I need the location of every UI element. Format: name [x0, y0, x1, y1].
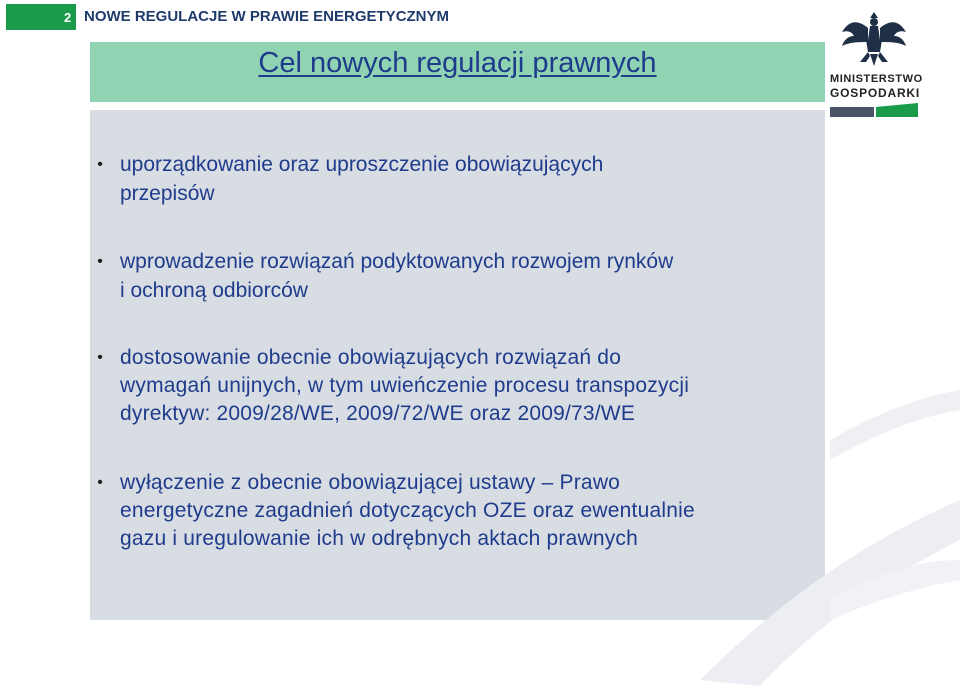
bullet-dot-icon: •: [97, 253, 103, 270]
ministry-name-line1: MINISTERSTWO: [830, 73, 923, 85]
bullet-dot-icon: •: [97, 349, 103, 366]
page-number: 2: [64, 10, 72, 25]
slide-title: Cel nowych regulacji prawnych: [258, 47, 657, 79]
section-title: NOWE REGULACJE W PRAWIE ENERGETYCZNYM: [84, 8, 450, 25]
ministry-name-line2: GOSPODARKI: [830, 86, 921, 100]
bullet-dot-icon: •: [97, 156, 103, 173]
bullet-dot-icon: •: [97, 474, 103, 491]
bullet-text: wyłączenie z obecnie obowiązującej ustawy – Prawo energetyczne zagadnień dotyczących OZE oraz ewentualnie gazu i uregulowanie ich w odrębnych aktach prawnych: [120, 471, 695, 550]
bullet-text: wprowadzenie rozwiązań podyktowanych rozwojem rynków i ochroną odbiorców: [120, 250, 674, 302]
bullet-text: uporządkowanie oraz uproszczenie obowiązujących przepisów: [120, 153, 604, 205]
bullet-text: dostosowanie obecnie obowiązujących rozwiązań do wymagań unijnych, w tym uwieńczenie procesu transpozycji dyrektyw: 2009/28/WE, 2009/72/WE oraz 2009/73/WE: [120, 346, 690, 425]
